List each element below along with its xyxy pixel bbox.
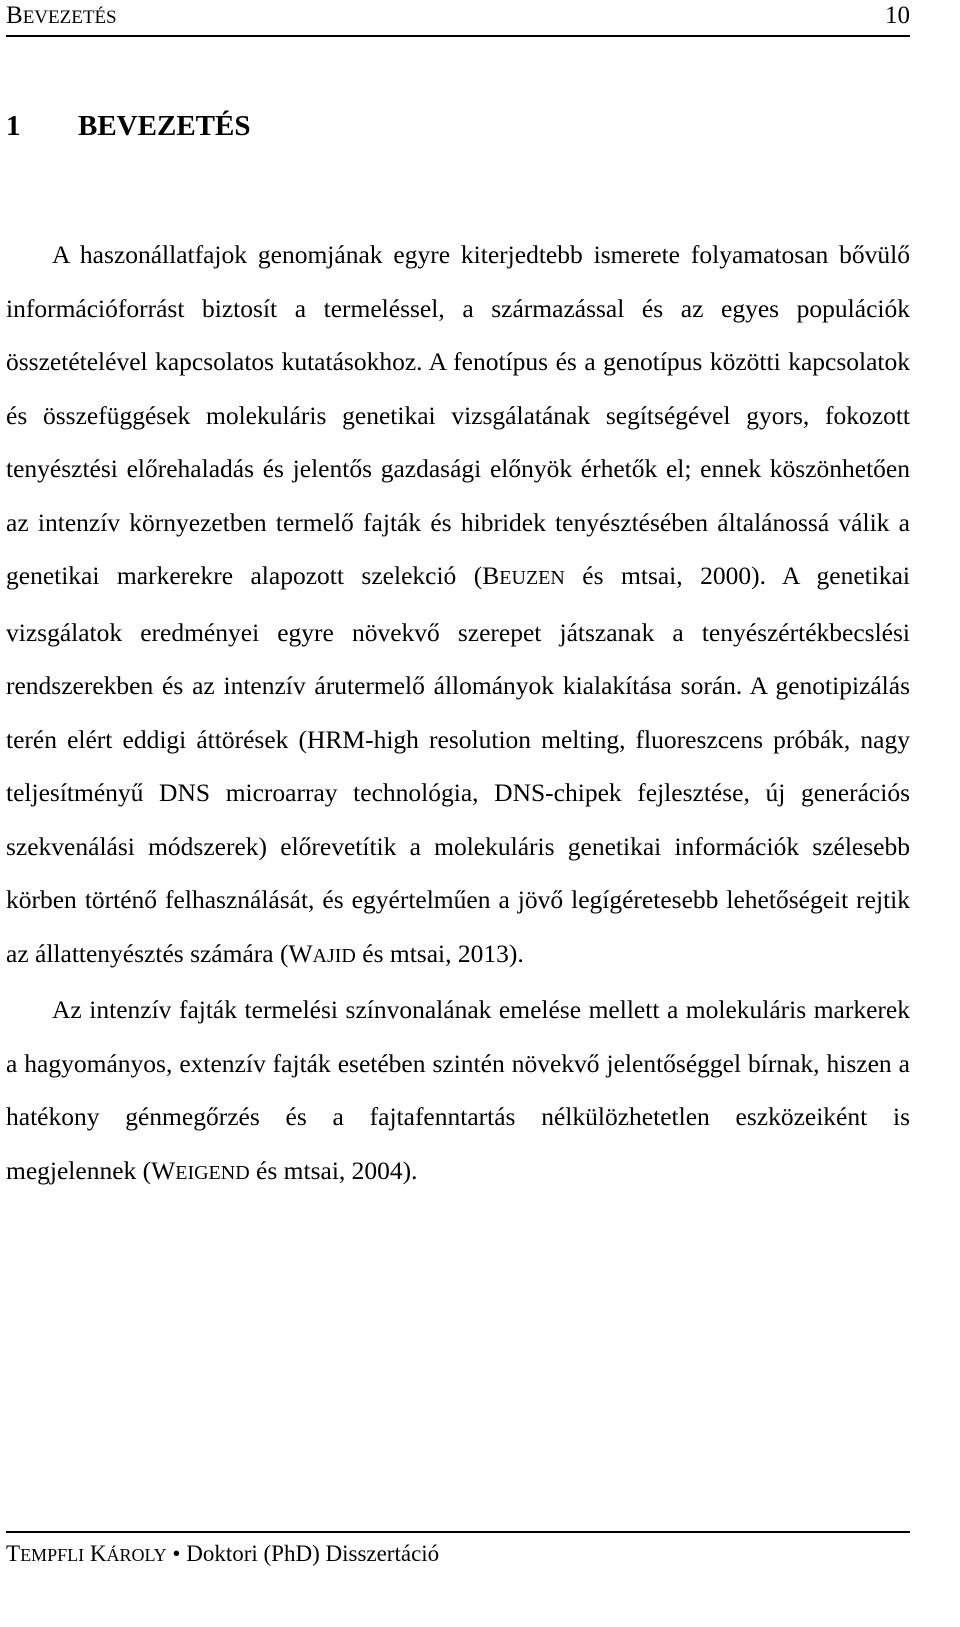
paragraph-2 (6, 983, 910, 1200)
chapter-title: BEVEZETÉS (78, 110, 251, 142)
running-footer (6, 1531, 910, 1567)
paragraph-1-part-2: és mtsai, 2000). A genetikai vizsgálatok eredményei egyre növekvő szerepet játszanak a tenyészértékbecslési rendszerekben és az intenzív árutermelő állományok kialakítása során. A genotipizálás terén elért eddigi áttörések (HRM-high resolution melting, fluoreszcens próbák, nagy teljesítményű DNS microarray technológia, DNS-chipek fejlesztése, új generációs szekvenálási módszerek) előrevetítik a molekuláris genetikai információk szélesebb körben történő felhasználását, és egyértelműen a jövő legígéretesebb lehetőségeit rejtik az állattenyésztés számára ( (6, 561, 910, 968)
footer-author-rest: EMPFLI (20, 1545, 85, 1565)
paragraph-2-part-1: Az intenzív fajták termelési színvonalának emelése mellett a molekuláris markerek a hagyományos, extenzív fajták esetében szintén növekvő jelentőséggel bírnak, hiszen a hatékony génmegőrzés és a fajtafenntartás nélkülözhetetlen eszközeiként is megjelennek ( (6, 995, 910, 1185)
footer-author-rest: ÁROLY (106, 1545, 167, 1565)
running-header-title (6, 2, 117, 30)
header-title-initial: B (6, 2, 23, 29)
body-text (6, 228, 910, 1200)
chapter-number: 1 (6, 110, 21, 142)
citation-author-initial: B (482, 561, 500, 590)
citation-author-rest: EUZEN (499, 567, 565, 589)
page-number: 10 (885, 2, 910, 29)
paragraph-1 (6, 228, 910, 983)
citation-author-initial: W (288, 938, 313, 968)
footer-author-initial: K (89, 1541, 107, 1566)
running-header (6, 0, 910, 37)
footer-author-initial: T (6, 1541, 21, 1566)
header-title-rest: EVEZETÉS (22, 7, 117, 28)
citation-author-rest: EIGEND (175, 1161, 250, 1184)
citation-author-initial: W (151, 1155, 176, 1185)
paragraph-2-part-2: és mtsai, 2004). (249, 1155, 418, 1185)
footer-separator: • (172, 1541, 181, 1566)
paragraph-1-part-3: és mtsai, 2013). (355, 938, 524, 968)
footer-document-type: Doktori (PhD) Disszertáció (186, 1541, 440, 1566)
chapter-heading (6, 110, 250, 143)
citation-author-rest: AJID (312, 944, 356, 967)
paragraph-1-part-1: A haszonállatfajok genomjának egyre kiterjedtebb ismerete folyamatosan bővülő információforrást biztosít a termeléssel, a származással és az egyes populációk összetételével kapcsolatos kutatásokhoz. A fenotípus és a genotípus közötti kapcsolatok és összefüggések molekuláris genetikai vizsgálatának segítségével gyors, fokozott tenyésztési előrehaladás és jelentős gazdasági előnyök érhetők el; ennek köszönhetően az intenzív környezetben termelő fajták és hibridek tenyésztésében általánossá válik a genetikai markerekre alapozott szelekció ( (6, 240, 910, 590)
